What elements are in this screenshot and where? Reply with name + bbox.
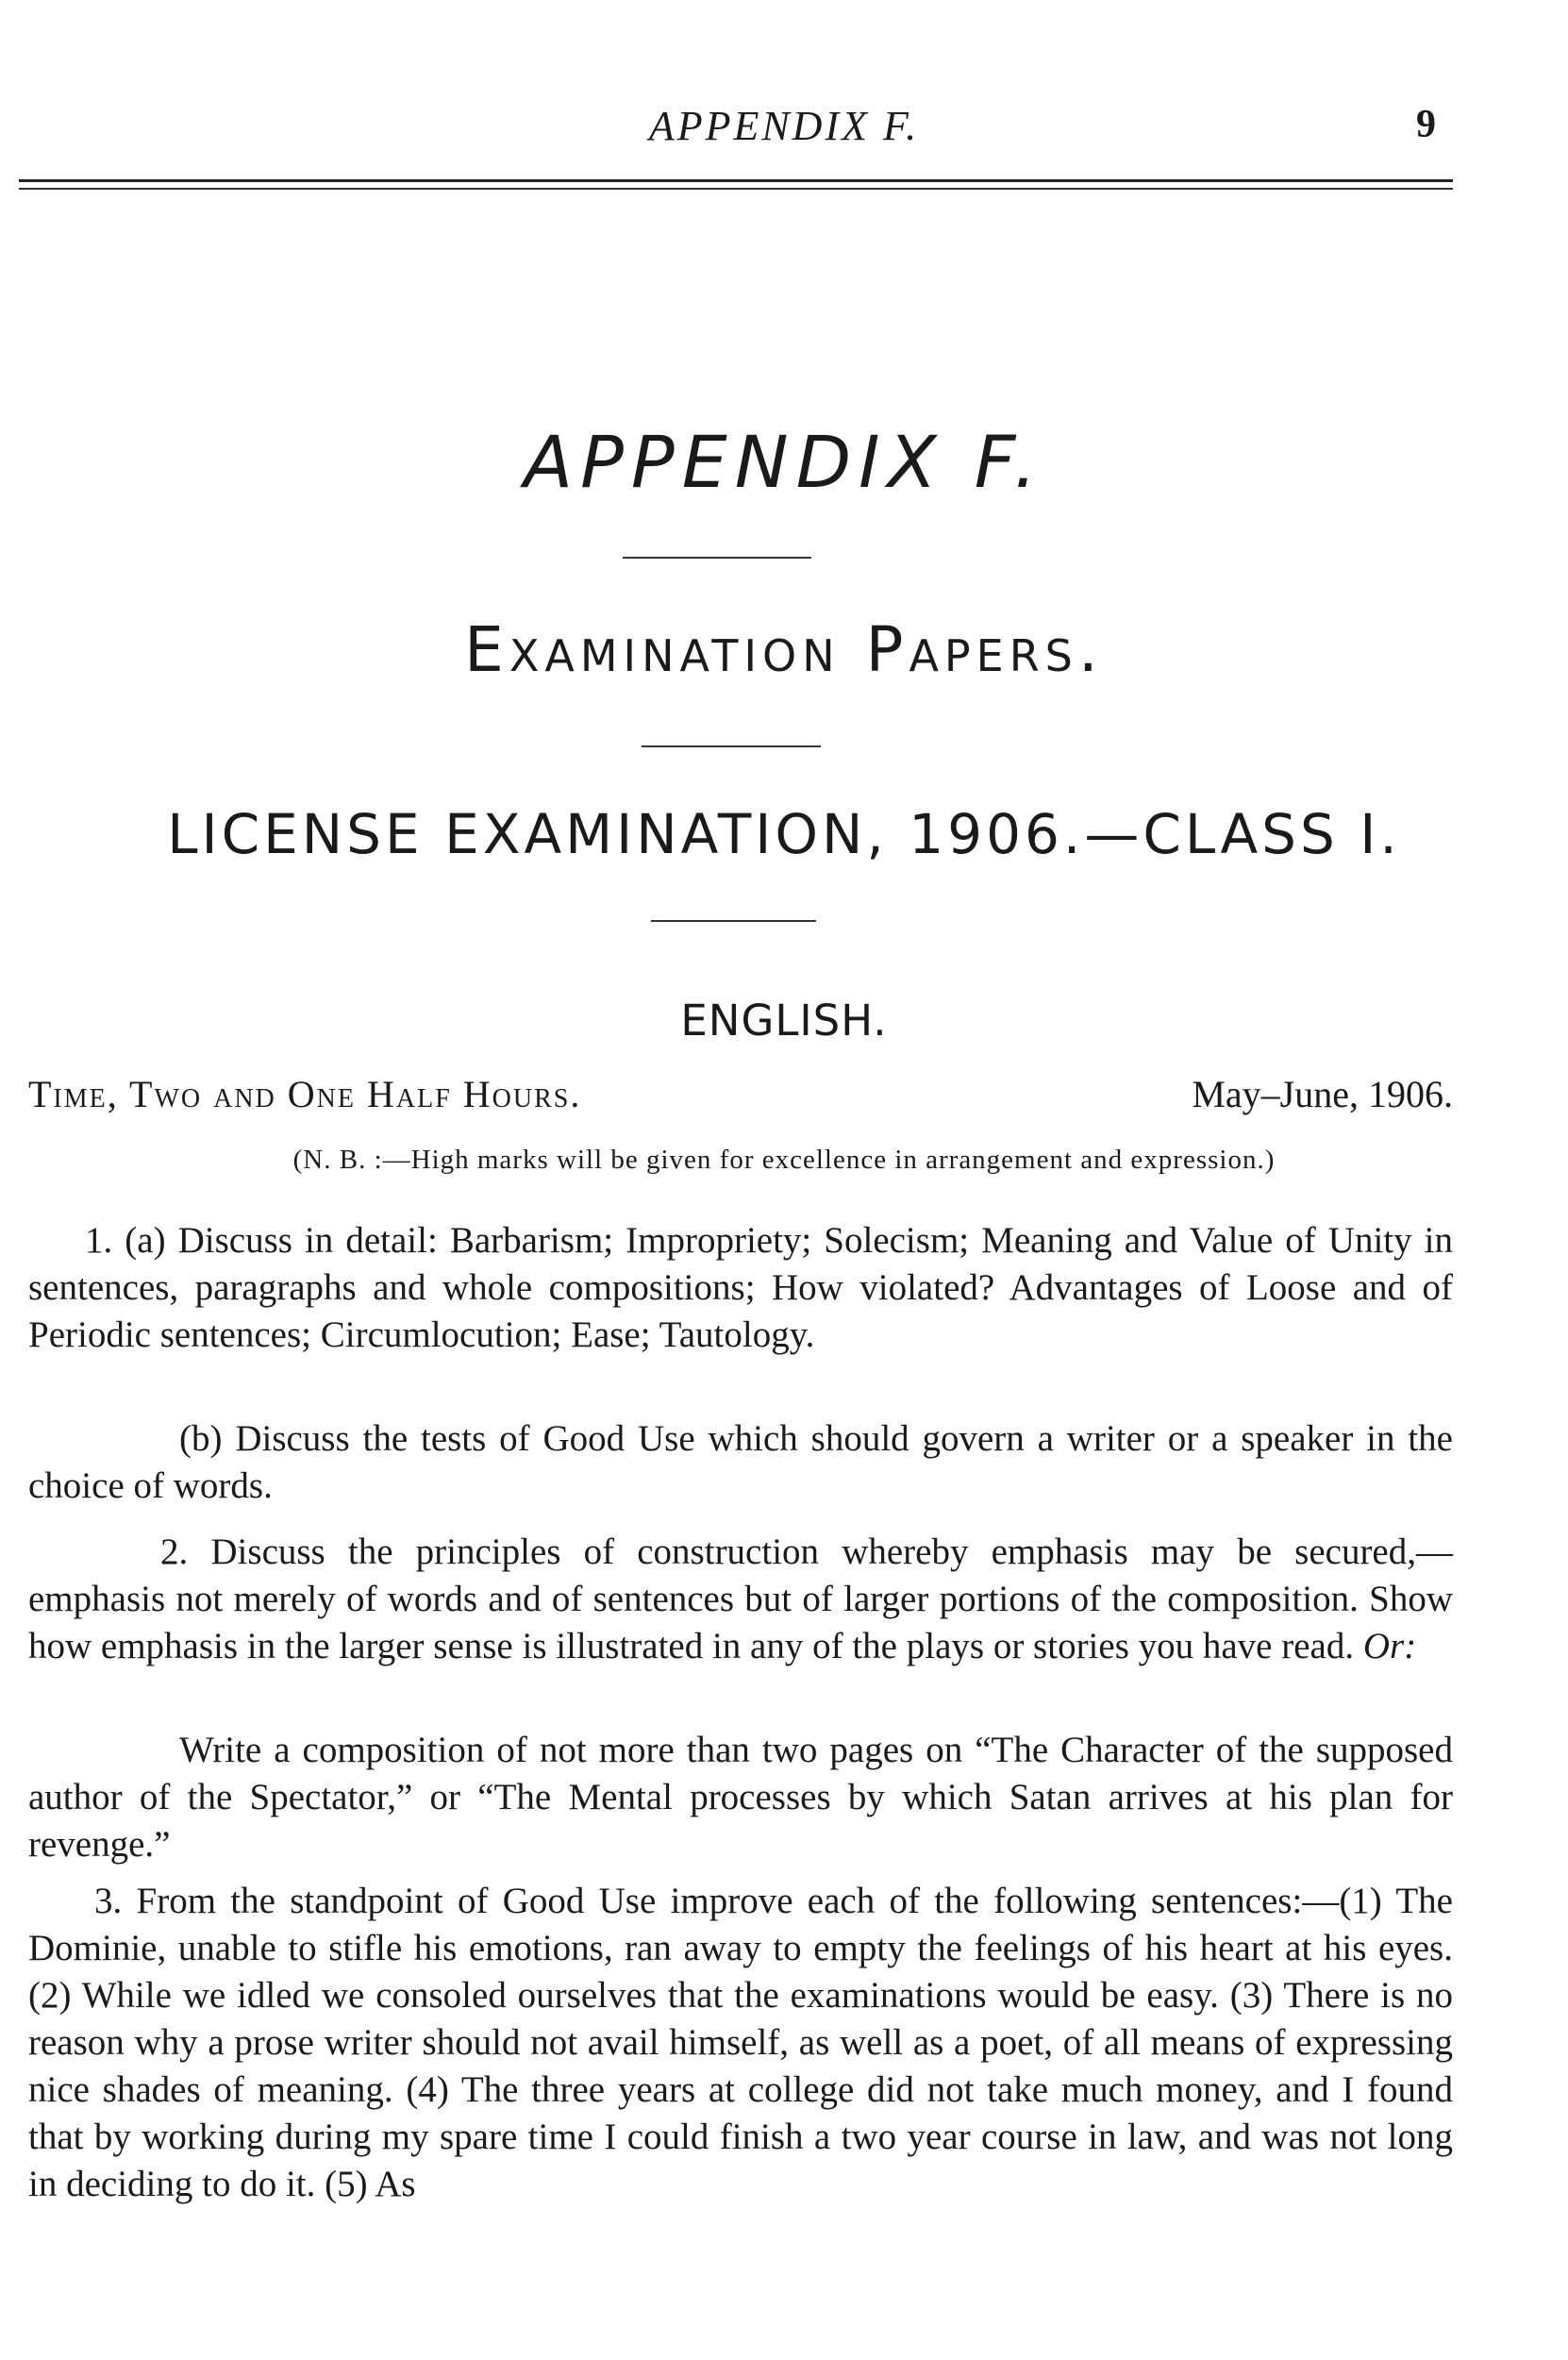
marking-note: (N. B. :—High marks will be given for excellence in arrangement and expression.) xyxy=(292,1145,1276,1175)
running-head-title: APPENDIX F. xyxy=(648,103,920,149)
exam-date: May–June, 1906. xyxy=(1192,1073,1453,1115)
title-rule xyxy=(623,557,811,559)
question-2-text: 2. Discuss the principles of construction whereby emphasis may be secured,—emphasis not merely of words and of sentences but of larger portions of the composition. Show how emphasis in the larger sense is illustrated in any of the plays or stories you have read. xyxy=(28,1531,1453,1666)
header-rule-double xyxy=(19,188,1453,190)
question-1b: (b) Discuss the tests of Good Use which should govern a writer or a speaker in the choice of words. xyxy=(28,1418,1453,1506)
page-number: 9 xyxy=(1416,103,1436,146)
appendix-title: APPENDIX F. xyxy=(524,420,1044,504)
running-head xyxy=(0,102,1568,159)
time-row xyxy=(28,1072,1453,1124)
subtitle-rule xyxy=(642,745,821,747)
question-3: 3. From the standpoint of Good Use improve each of the following sentences:—(1) The Dominie, unable to stifle his emotions, ran away to empty the feelings of his heart at his eyes. (2) While we idled we consoled ourselves that the examinations would be easy. (3) There is no reason why a prose writer should not avail himself, as well as a poet, of all means of expressing nice shades of meaning. (4) The three years at college did not take much money, and I found that by working during my spare time I could finish a two year course in law, and was not long in deciding to do it. (5) As xyxy=(28,1881,1453,2204)
examination-papers-title: Examination Papers. xyxy=(464,613,1104,686)
header-rule xyxy=(19,179,1453,182)
subject-heading: ENGLISH. xyxy=(680,996,888,1046)
question-1a: 1. (a) Discuss in detail: Barbarism; Impropriety; Solecism; Meaning and Value of Unity in sentences, paragraphs and whole compositions; How violated? Advantages of Loose and of Periodic sentences; Circumlocution; Ease; Tautology. xyxy=(28,1220,1453,1355)
question-2 xyxy=(28,1529,1453,1670)
exam-rule xyxy=(651,920,816,922)
question-2-alternative: Write a composition of not more than two pages on “The Character of the supposed author of the Spectator,” or “The Mental processes by which Satan arrives at his plan for revenge.” xyxy=(28,1730,1453,1865)
time-allowed: Time, Two and One Half Hours. xyxy=(28,1073,582,1115)
exam-heading: LICENSE EXAMINATION, 1906.—CLASS I. xyxy=(167,802,1401,866)
question-2-or: Or: xyxy=(1362,1626,1417,1666)
